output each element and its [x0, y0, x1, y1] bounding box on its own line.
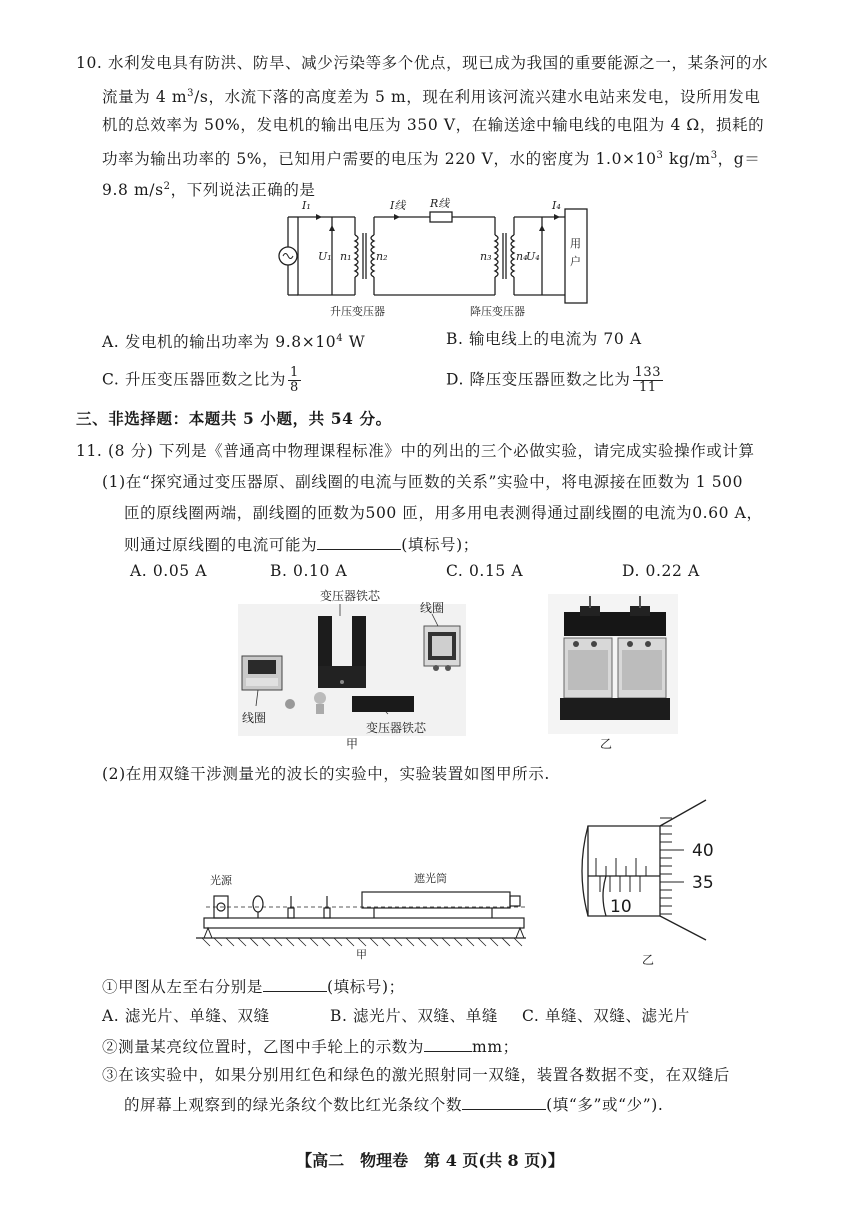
- label-step-down: 降压变压器: [470, 305, 525, 318]
- q11-part1-option-c[interactable]: C. 0.15 A: [446, 562, 524, 580]
- transformer-photo-figure: [228, 586, 708, 750]
- label-fig-jia-2: 甲: [356, 948, 367, 960]
- label-n4: n₄: [516, 250, 528, 263]
- bar-core-image: [352, 696, 414, 712]
- q10-line-1: 10. 水利发电具有防洪、防旱、减少污染等多个优点，现已成为我国的重要能源之一，某条河的水: [76, 54, 769, 72]
- q11-sub1-option-a[interactable]: A. 滤光片、单缝、双缝: [102, 1007, 270, 1025]
- label-I1: I₁: [302, 199, 311, 212]
- label-coil-left: 线圈: [242, 711, 267, 725]
- q11-part2-text: (2)在用双缝干涉测量光的波长的实验中，实验装置如图甲所示.: [102, 765, 550, 783]
- section-3-heading: 三、非选择题：本题共 5 小题，共 54 分。: [76, 409, 392, 428]
- label-fig-yi-2: 乙: [642, 953, 655, 967]
- q11-part1-line-3: 则通过原线圈的电流可能为 (填标号)；: [124, 533, 479, 556]
- label-n3: n₃: [480, 250, 492, 263]
- answer-blank-3[interactable]: [424, 1035, 472, 1052]
- label-coil-right: 线圈: [420, 601, 445, 615]
- label-fig-jia-1: 甲: [346, 737, 359, 750]
- label-step-up: 升压变压器: [330, 305, 385, 318]
- label-R-line: R线: [430, 197, 450, 210]
- q11-heading: 11. (8 分) 下列是《普通高中物理课程标准》中的列出的三个必做实验，请完成实验操作或计算: [76, 442, 755, 460]
- assembled-transformer-image: [548, 594, 678, 734]
- coil-left-image: [242, 656, 282, 690]
- micrometer-mark-10: 10: [610, 897, 632, 917]
- q10-line-4: 功率为输出功率的 5%，已知用户需要的电压为 220 V，水的密度为 $1.0\times 10^3$ $kg/m^3$，g＝: [102, 150, 761, 169]
- label-I4: I₄: [552, 199, 561, 212]
- label-light-source: 光源: [210, 874, 232, 887]
- q10-line-5: 9.8 $m/s^2$，下列说法正确的是: [102, 181, 316, 200]
- label-core-top: 变压器铁芯: [320, 589, 381, 603]
- label-U1: U₁: [318, 250, 332, 263]
- q10-line-2: 流量为 4 $m^3/s$，水流下落的高度差为 5 m，现在利用该河流兴建水电站来发电，设所用发电: [102, 88, 761, 107]
- label-user-2: 户: [570, 255, 581, 268]
- q11-sub2: ②测量某亮纹位置时，乙图中手轮上的示数为 mm；: [102, 1035, 519, 1058]
- micrometer-mark-40: 40: [692, 841, 714, 861]
- label-I-line: I线: [390, 199, 406, 212]
- q10-line-3: 机的总效率为 50%，发电机的输出电压为 350 V，在输送途中输电线的电阻为 4 Ω，损耗的: [102, 116, 765, 134]
- label-user-1: 用: [570, 237, 581, 250]
- q11-sub1-option-c[interactable]: C. 单缝、双缝、滤光片: [522, 1007, 690, 1025]
- micrometer-handwheel-diagram: [576, 798, 726, 970]
- q11-part1-line-1: (1)在“探究通过变压器原、副线圈的电流与匝数的关系”实验中，将电源接在匝数为 1 500: [102, 473, 744, 491]
- q11-part1-line-2: 匝的原线圈两端，副线圈的匝数为500 匝，用多用电表测得通过副线圈的电流为0.60 A，: [124, 504, 763, 522]
- label-light-tube: 遮光筒: [414, 872, 447, 885]
- label-fig-yi-1: 乙: [600, 737, 613, 750]
- q10-option-b[interactable]: B. 输电线上的电流为 70 A: [446, 330, 642, 348]
- micrometer-mark-35: 35: [692, 873, 714, 893]
- q11-sub1-option-b[interactable]: B. 滤光片、双缝、单缝: [330, 1007, 498, 1025]
- q11-sub1: ①甲图从左至右分别是 (填标号)；: [102, 975, 405, 998]
- answer-blank-4[interactable]: [462, 1093, 546, 1110]
- transmission-circuit-diagram: [270, 195, 600, 320]
- label-U4: U₄: [526, 250, 540, 263]
- answer-blank-2[interactable]: [263, 975, 327, 992]
- label-core-bottom: 变压器铁芯: [366, 721, 427, 735]
- answer-blank-1[interactable]: [317, 533, 401, 550]
- q11-sub3-line-2: 的屏幕上观察到的绿光条纹个数比红光条纹个数 (填“多”或“少”).: [124, 1093, 663, 1116]
- double-slit-apparatus-diagram: [196, 860, 536, 960]
- q11-part1-option-a[interactable]: A. 0.05 A: [130, 562, 208, 580]
- q11-sub3-line-1: ③在该实验中，如果分别用红色和绿色的激光照射同一双缝，装置各数据不变，在双缝后: [102, 1066, 730, 1084]
- page-footer: 【高二 物理卷 第 4 页(共 8 页)】: [296, 1151, 564, 1170]
- coil-right-image: [424, 626, 460, 671]
- q10-option-c[interactable]: C. 升压变压器匝数之比为 $\frac{1}{8}$: [102, 365, 299, 395]
- q10-option-a[interactable]: A. 发电机的输出功率为 $9.8\times 10^4$ W: [102, 333, 366, 352]
- label-n1: n₁: [340, 250, 352, 263]
- label-n2: n₂: [376, 250, 388, 263]
- q10-option-d[interactable]: D. 降压变压器匝数之比为 $\frac{133}{11}$: [446, 365, 662, 395]
- q11-part1-option-d[interactable]: D. 0.22 A: [622, 562, 700, 580]
- q11-part1-option-b[interactable]: B. 0.10 A: [270, 562, 348, 580]
